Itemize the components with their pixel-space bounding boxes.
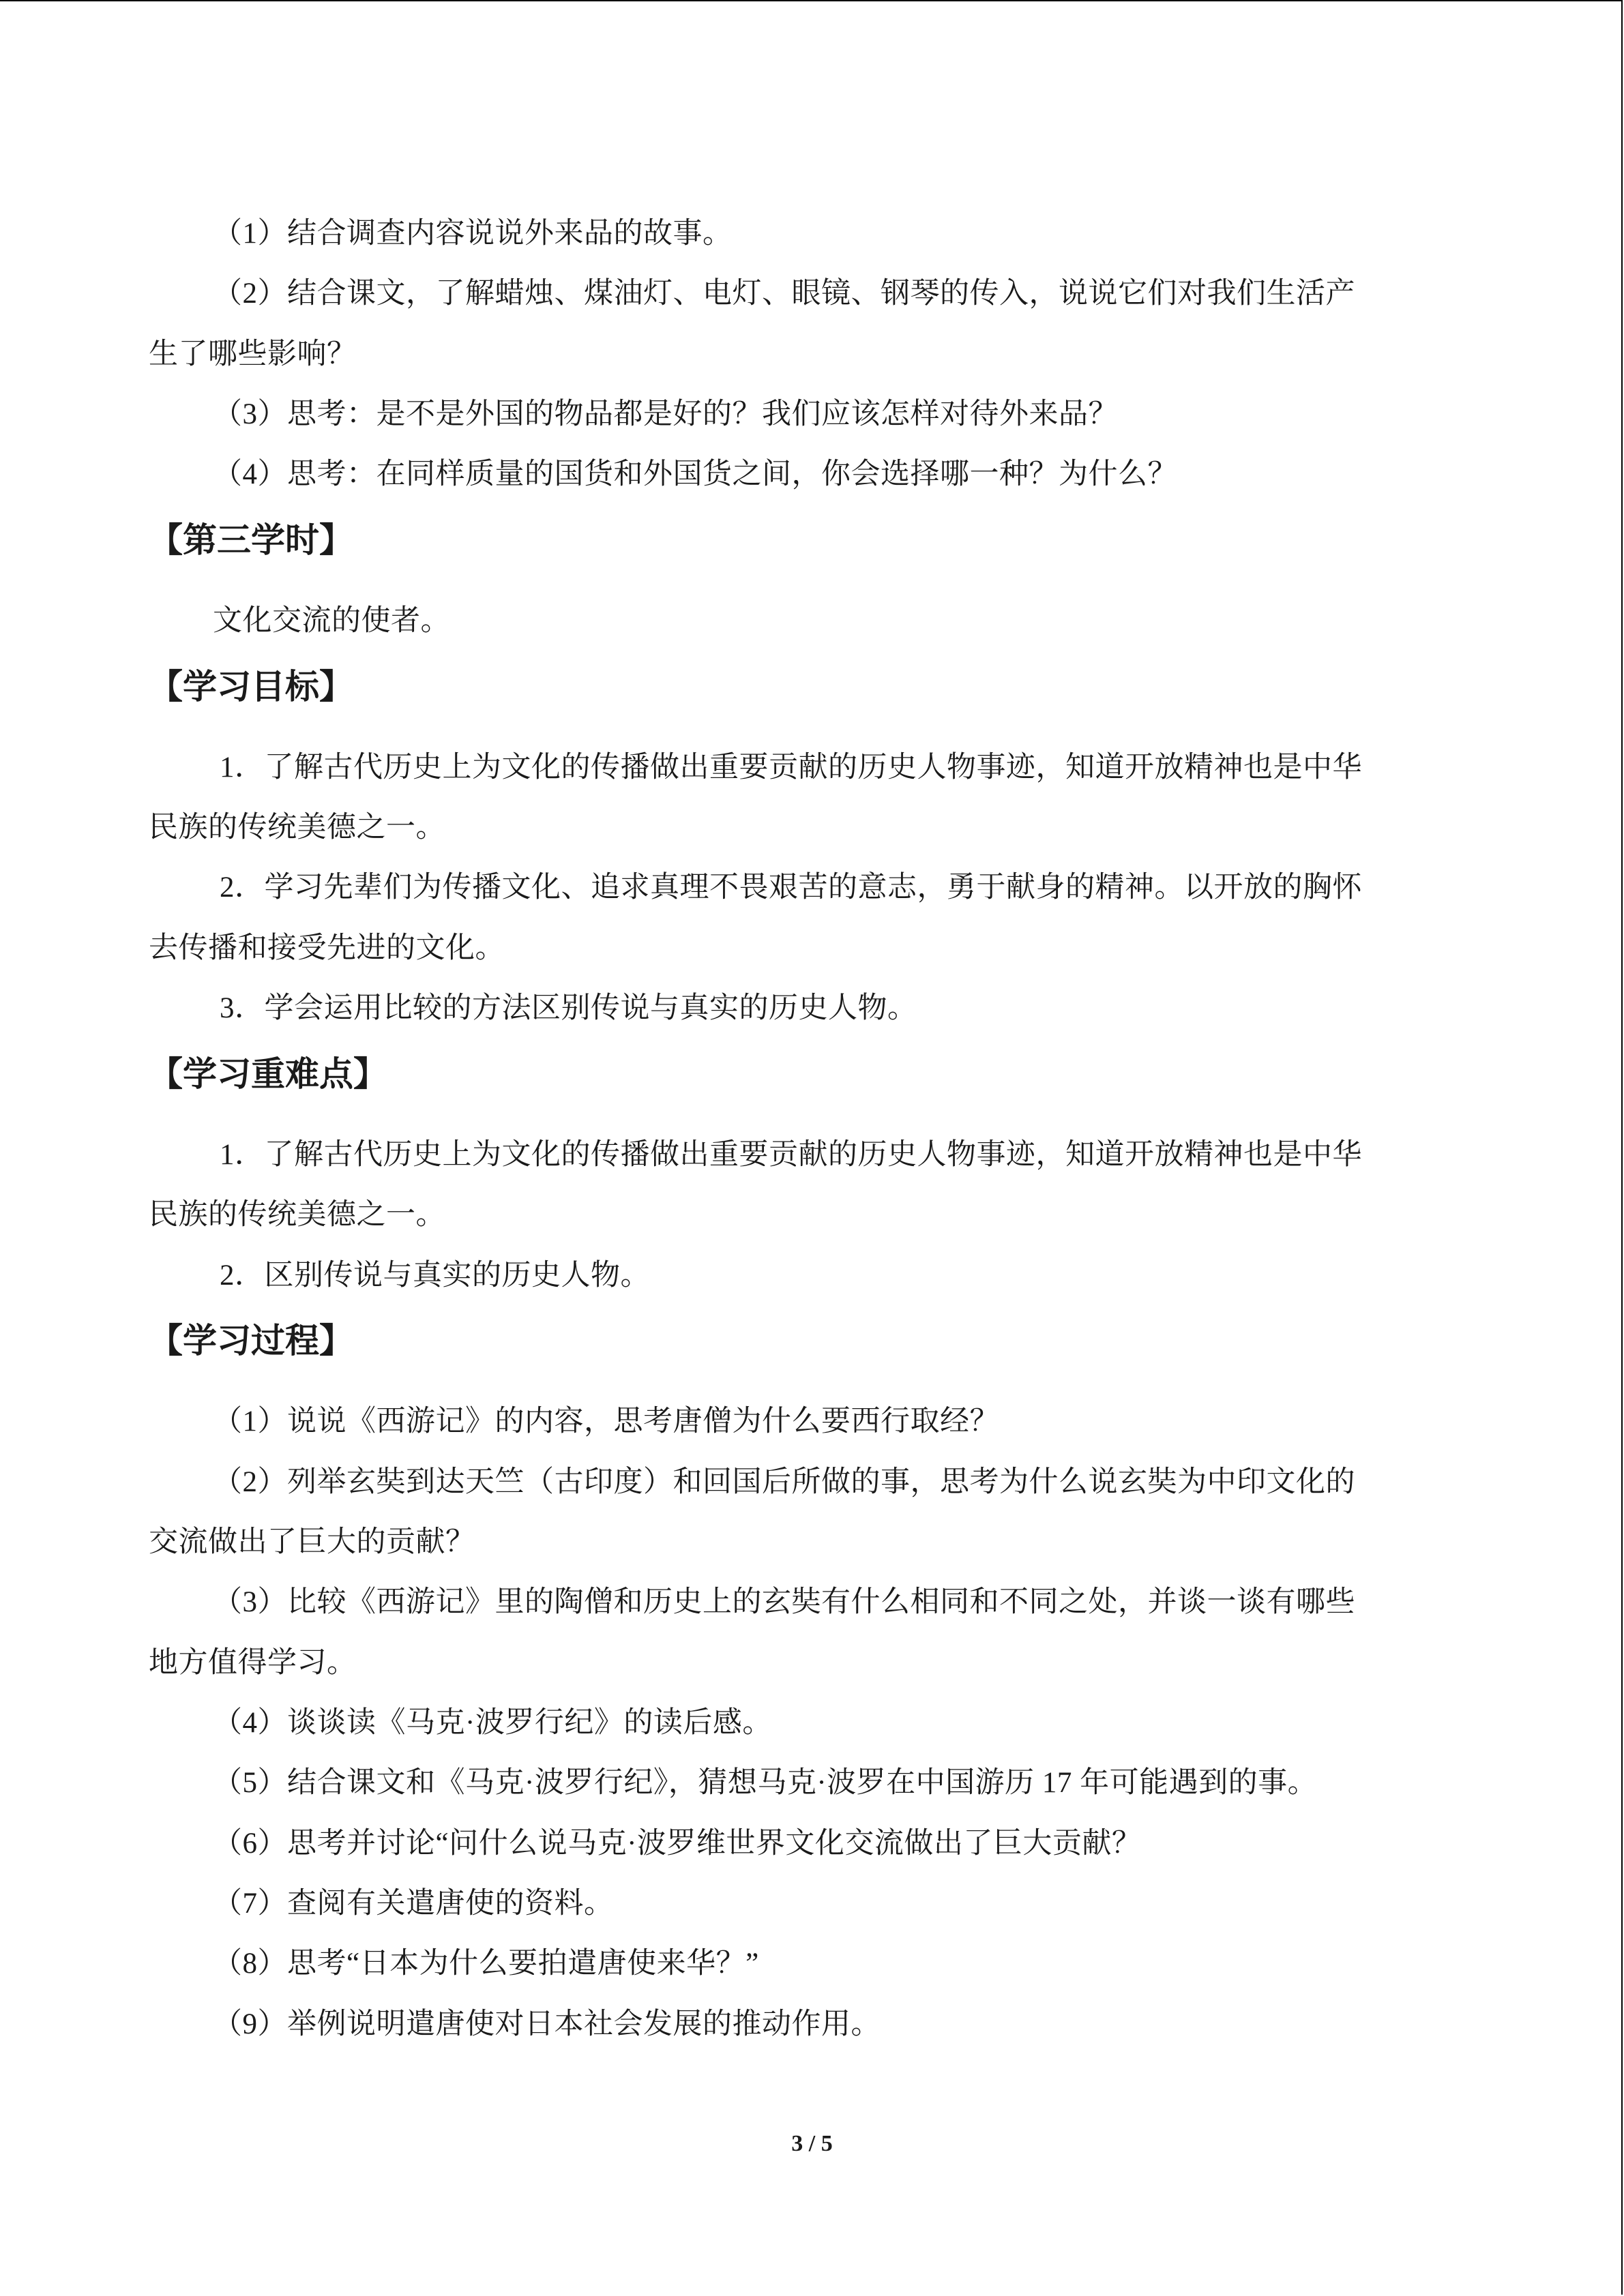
paragraph-line: （4）谈谈读《马克·波罗行纪》的读后感。: [213, 1707, 772, 1739]
paragraph-line: 1．了解古代历史上为文化的传播做出重要贡献的历史人物事迹，知道开放精神也是中华: [220, 1139, 1362, 1171]
paragraph-line: （9）举例说明遣唐使对日本社会发展的推动作用。: [213, 2008, 881, 2040]
section-heading-key-points: 【学习重难点】: [149, 1054, 387, 1094]
paragraph-line: 去传播和接受先进的文化。: [149, 932, 505, 964]
section-heading-learning-goals: 【学习目标】: [149, 667, 353, 706]
paragraph-line: （6）思考并讨论“问什么说马克·波罗维世界文化交流做出了巨大贡献？: [213, 1828, 1142, 1860]
paragraph-line: （3）思考：是不是外国的物品都是好的？我们应该怎样对待外来品？: [213, 398, 1118, 430]
paragraph-line: 1．了解古代历史上为文化的传播做出重要贡献的历史人物事迹，知道开放精神也是中华: [220, 751, 1362, 784]
paragraph-line: （8）思考“日本为什么要拍遣唐使来华？”: [213, 1948, 759, 1980]
paragraph-line: （7）查阅有关遣唐使的资料。: [213, 1888, 614, 1920]
paragraph-line: （4）思考：在同样质量的国货和外国货之间，你会选择哪一种？为什么？: [213, 458, 1177, 490]
paragraph-line: 文化交流的使者。: [213, 605, 450, 637]
paragraph-line: （5）结合课文和《马克·波罗行纪》，猜想马克·波罗在中国游历 17 年可能遇到的事。: [213, 1767, 1318, 1799]
section-heading-learning-process: 【学习过程】: [149, 1321, 353, 1360]
paragraph-line: 2．区别传说与真实的历史人物。: [220, 1259, 650, 1292]
paragraph-line: 民族的传统美德之一。: [149, 1199, 445, 1231]
paragraph-line: （1）说说《西游记》的内容，思考唐僧为什么要西行取经？: [213, 1405, 999, 1437]
paragraph-line: 3．学会运用比较的方法区别传说与真实的历史人物。: [220, 992, 917, 1024]
paragraph-line: 民族的传统美德之一。: [149, 811, 445, 844]
page-number: 3 / 5: [791, 2131, 833, 2156]
paragraph-line: （1）结合调查内容说说外来品的故事。: [213, 218, 733, 250]
section-heading-third-period: 【第三学时】: [149, 520, 353, 560]
paragraph-line: （3）比较《西游记》里的陶僧和历史上的玄奘有什么相同和不同之处，并谈一谈有哪些: [213, 1586, 1355, 1618]
paragraph-line: 生了哪些影响？: [149, 338, 357, 370]
paragraph-line: （2）结合课文，了解蜡烛、煤油灯、电灯、眼镜、钢琴的传入，说说它们对我们生活产: [213, 278, 1355, 310]
paragraph-line: 2．学习先辈们为传播文化、追求真理不畏艰苦的意志，勇于献身的精神。以开放的胸怀: [220, 871, 1362, 904]
paragraph-line: 地方值得学习。: [149, 1647, 357, 1679]
paragraph-line: （2）列举玄奘到达天竺（古印度）和回国后所做的事，思考为什么说玄奘为中印文化的: [213, 1466, 1355, 1498]
paragraph-line: 交流做出了巨大的贡献？: [149, 1526, 475, 1558]
